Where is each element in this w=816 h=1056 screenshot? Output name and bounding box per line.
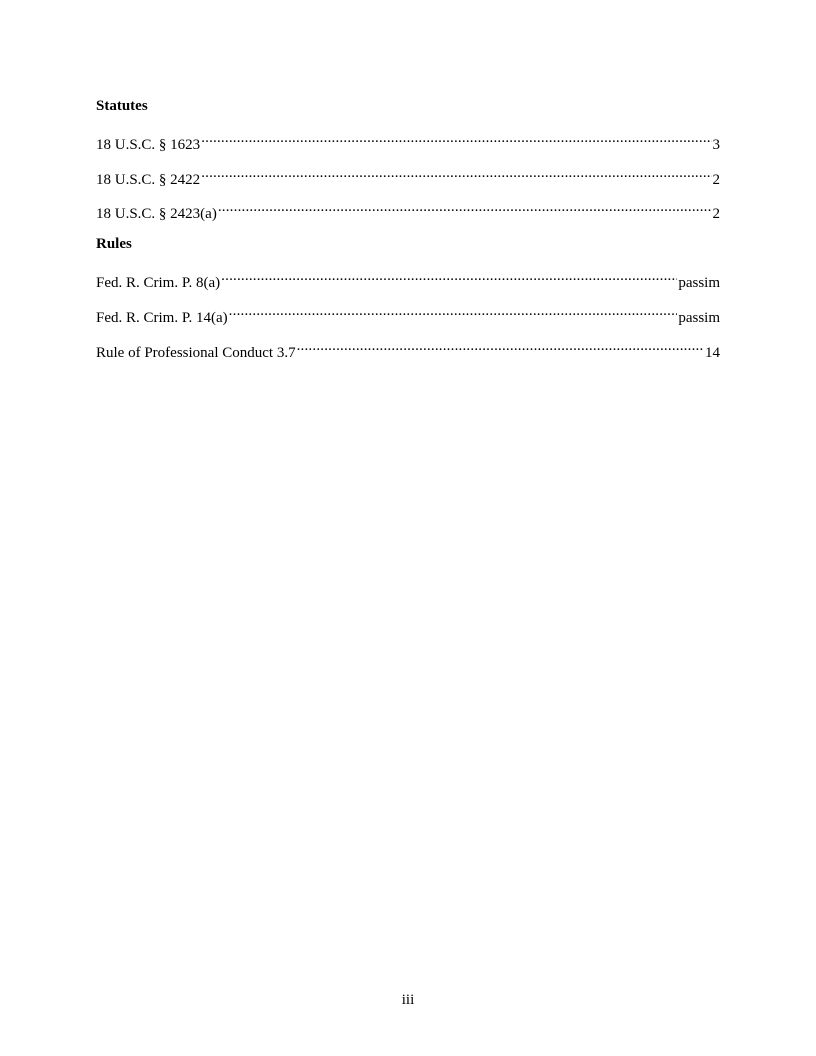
dot-leader xyxy=(201,131,711,149)
toc-entry xyxy=(96,131,720,154)
dot-leader xyxy=(221,269,677,287)
toc-entry-label: Fed. R. Crim. P. 14(a) xyxy=(96,310,228,326)
toc-entry xyxy=(96,269,720,292)
toc-entry-page: 2 xyxy=(712,172,720,188)
dot-leader xyxy=(201,166,711,184)
toc-entry xyxy=(96,339,720,362)
toc-entry-page: 3 xyxy=(712,137,720,153)
toc-entry-page: 2 xyxy=(712,206,720,222)
section-heading-statutes: Statutes xyxy=(96,98,148,114)
toc-entry-page: 14 xyxy=(705,345,720,361)
dot-leader xyxy=(218,200,712,218)
toc-entry xyxy=(96,166,720,189)
toc-entry-label: 18 U.S.C. § 2422 xyxy=(96,172,201,188)
toc-entry xyxy=(96,304,720,327)
toc-entry-label: 18 U.S.C. § 1623 xyxy=(96,137,201,153)
dot-leader xyxy=(297,339,704,357)
toc-entry-page: passim xyxy=(678,275,720,291)
dot-leader xyxy=(229,304,678,322)
toc-entry xyxy=(96,200,720,223)
page-number: iii xyxy=(401,992,415,1008)
toc-entry-label: 18 U.S.C. § 2423(a) xyxy=(96,206,217,222)
toc-entry-page: passim xyxy=(678,310,720,326)
section-heading-rules: Rules xyxy=(96,236,132,252)
toc-entry-label: Rule of Professional Conduct 3.7 xyxy=(96,345,296,361)
toc-entry-label: Fed. R. Crim. P. 8(a) xyxy=(96,275,221,291)
